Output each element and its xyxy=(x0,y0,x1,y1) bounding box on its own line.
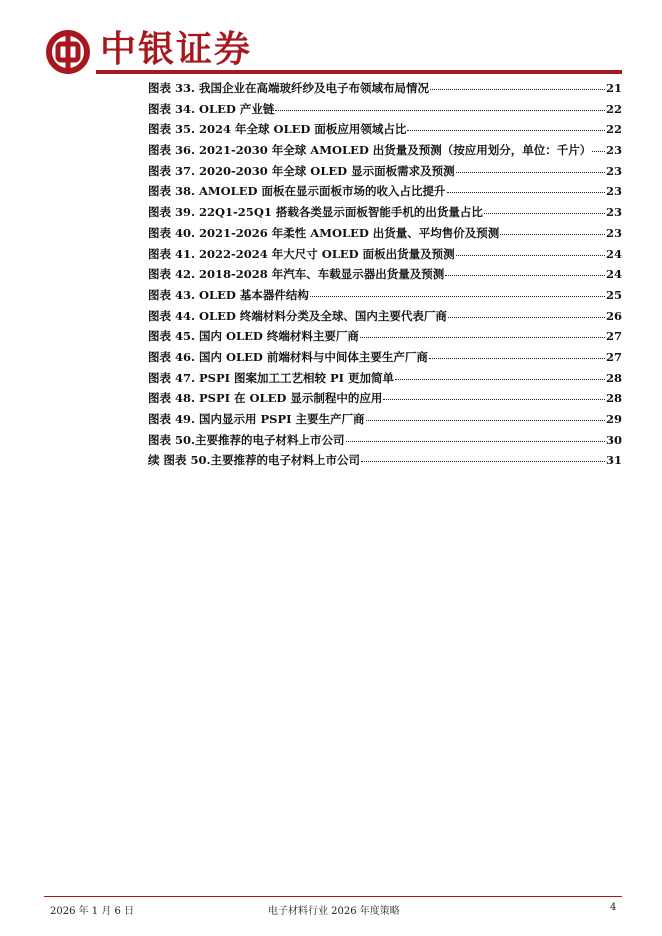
toc-entry-title: 图表 43. OLED 基本器件结构 xyxy=(148,287,309,302)
toc-entry-title: 图表 45. 国内 OLED 终端材料主要厂商 xyxy=(148,329,359,344)
toc-entry[interactable] xyxy=(148,142,622,163)
toc-entry[interactable] xyxy=(148,246,622,267)
header-divider xyxy=(96,70,622,74)
toc-entry[interactable] xyxy=(148,225,622,246)
toc-dot-leader xyxy=(448,317,605,318)
toc-entry-title: 图表 34. OLED 产业链 xyxy=(148,101,275,116)
toc-entry[interactable] xyxy=(148,204,622,225)
toc-entry-page: 23 xyxy=(605,163,622,178)
toc-entry[interactable] xyxy=(148,183,622,204)
brand-name: 中银证券 xyxy=(100,29,253,70)
toc-entry[interactable] xyxy=(148,101,622,122)
toc-entry[interactable] xyxy=(148,370,622,391)
bank-of-china-coin-icon xyxy=(44,28,92,76)
toc-entry[interactable] xyxy=(148,390,622,411)
footer-page-number: 4 xyxy=(610,902,617,913)
toc-entry-page: 30 xyxy=(605,432,622,447)
toc-dot-leader xyxy=(429,358,605,359)
toc-entry-page: 24 xyxy=(605,246,622,261)
toc-entry-page: 25 xyxy=(605,287,622,302)
toc-entry-page: 27 xyxy=(605,349,622,364)
toc-entry-title: 图表 33. 我国企业在高端玻纤纱及电子布领域布局情况 xyxy=(148,81,430,95)
toc-entry-page: 21 xyxy=(605,81,622,95)
toc-entry-page: 27 xyxy=(605,329,622,344)
toc-entry-title: 图表 38. AMOLED 面板在显示面板市场的收入占比提升 xyxy=(148,184,446,199)
toc-entry[interactable] xyxy=(148,349,622,370)
toc-entry[interactable] xyxy=(148,163,622,184)
toc-entry-title: 图表 41. 2022-2024 年大尺寸 OLED 面板出货量及预测 xyxy=(148,246,455,261)
toc-entry[interactable] xyxy=(148,432,622,453)
toc-dot-leader xyxy=(360,337,605,338)
toc-entry[interactable] xyxy=(148,80,622,101)
toc-entry-page: 23 xyxy=(605,143,622,158)
toc-entry[interactable] xyxy=(148,266,622,287)
toc-entry-title: 图表 47. PSPI 图案加工工艺相较 PI 更加简单 xyxy=(148,370,395,385)
toc-entry-title: 图表 39. 22Q1-25Q1 搭载各类显示面板智能手机的出货量占比 xyxy=(148,205,483,220)
toc-entry-page: 22 xyxy=(605,101,622,116)
toc-dot-leader xyxy=(366,420,605,421)
toc-entry[interactable] xyxy=(148,328,622,349)
toc-dot-leader xyxy=(383,399,605,400)
toc-entry-title: 图表 44. OLED 终端材料分类及全球、国内主要代表厂商 xyxy=(148,308,447,323)
toc-entry-title: 图表 36. 2021-2030 年全球 AMOLED 出货量及预测（按应用划分，单位：千片） xyxy=(148,143,592,158)
toc-entry-title: 续 图表 50.主要推荐的电子材料上市公司 xyxy=(148,453,361,468)
toc-entry[interactable] xyxy=(148,121,622,142)
toc-dot-leader xyxy=(592,151,605,152)
figure-index-list xyxy=(148,80,622,473)
toc-entry-title: 图表 46. 国内 OLED 前端材料与中间体主要生产厂商 xyxy=(148,349,428,364)
footer-date: 2026 年 1 月 6 日 xyxy=(50,906,135,917)
toc-dot-leader xyxy=(395,379,605,380)
toc-entry-title: 图表 37. 2020-2030 年全球 OLED 显示面板需求及预测 xyxy=(148,163,455,178)
toc-entry-page: 26 xyxy=(605,308,622,323)
toc-entry-page: 31 xyxy=(605,453,622,468)
toc-entry-page: 28 xyxy=(605,391,622,406)
toc-entry-page: 23 xyxy=(605,225,622,240)
toc-dot-leader xyxy=(500,234,605,235)
toc-entry-page: 24 xyxy=(605,267,622,282)
toc-dot-leader xyxy=(310,296,605,297)
toc-dot-leader xyxy=(275,110,605,111)
toc-entry-title: 图表 49. 国内显示用 PSPI 主要生产厂商 xyxy=(148,412,365,426)
toc-dot-leader xyxy=(346,441,605,442)
toc-dot-leader xyxy=(447,192,605,193)
toc-entry[interactable] xyxy=(148,411,622,432)
toc-dot-leader xyxy=(361,461,605,462)
toc-entry-page: 23 xyxy=(605,184,622,199)
toc-entry-page: 22 xyxy=(605,122,622,137)
toc-entry-title: 图表 50.主要推荐的电子材料上市公司 xyxy=(148,432,345,447)
toc-entry[interactable] xyxy=(148,287,622,308)
toc-entry[interactable] xyxy=(148,308,622,329)
toc-entry-title: 图表 35. 2024 年全球 OLED 面板应用领域占比 xyxy=(148,122,407,137)
toc-dot-leader xyxy=(430,89,605,90)
toc-dot-leader xyxy=(445,275,605,276)
footer-divider xyxy=(44,896,622,897)
toc-entry-title: 图表 42. 2018-2028 年汽车、车载显示器出货量及预测 xyxy=(148,267,445,282)
toc-dot-leader xyxy=(407,130,605,131)
toc-entry-page: 23 xyxy=(605,205,622,220)
toc-entry-title: 图表 40. 2021-2026 年柔性 AMOLED 出货量、平均售价及预测 xyxy=(148,225,500,240)
toc-dot-leader xyxy=(484,213,605,214)
toc-entry[interactable] xyxy=(148,452,622,473)
toc-dot-leader xyxy=(456,172,605,173)
toc-entry-title: 图表 48. PSPI 在 OLED 显示制程中的应用 xyxy=(148,391,383,406)
toc-entry-page: 29 xyxy=(605,412,622,426)
toc-entry-page: 28 xyxy=(605,370,622,385)
toc-dot-leader xyxy=(456,255,605,256)
footer-report-title: 电子材料行业 2026 年度策略 xyxy=(268,906,400,917)
